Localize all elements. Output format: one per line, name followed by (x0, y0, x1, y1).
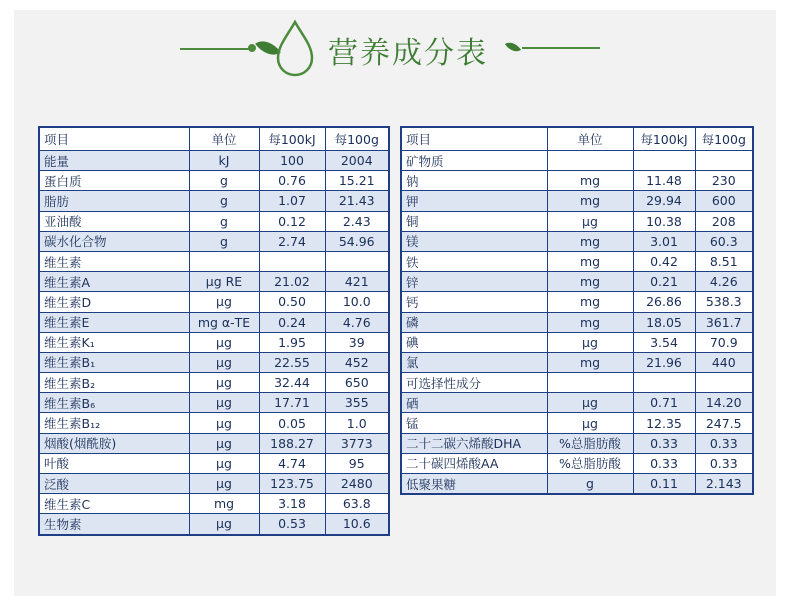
header-item: 项目 (401, 127, 547, 151)
table-header-row (39, 127, 389, 151)
cell-unit: μg (547, 211, 633, 231)
cell-per-g: 70.9 (695, 332, 753, 352)
cell-unit: mg (547, 231, 633, 251)
water-drop-icon (270, 18, 320, 78)
cell-per-g: 2480 (325, 474, 389, 494)
cell-per-g: 230 (695, 171, 753, 191)
cell-item: 可选择性成分 (401, 373, 547, 393)
table-row (401, 453, 753, 473)
title-divider-left (180, 48, 250, 50)
nutrition-table-right (400, 126, 754, 495)
cell-per-g: 2.143 (695, 474, 753, 495)
cell-item: 维生素D (39, 292, 189, 312)
cell-item: 生物素 (39, 514, 189, 535)
cell-unit: mg (547, 251, 633, 271)
cell-item: 碘 (401, 332, 547, 352)
table-row (401, 231, 753, 251)
cell-per-kj: 22.55 (259, 352, 325, 372)
cell-per-kj: 3.54 (633, 332, 695, 352)
table-row (401, 373, 753, 393)
cell-item: 钾 (401, 191, 547, 211)
cell-item: 镁 (401, 231, 547, 251)
table-row (39, 231, 389, 251)
cell-unit: μg (189, 453, 259, 473)
header-per-kj: 每100kJ (259, 127, 325, 151)
table-row (401, 474, 753, 495)
table-row (401, 352, 753, 372)
table-row (39, 433, 389, 453)
header-unit: 单位 (189, 127, 259, 151)
table-row (401, 191, 753, 211)
table-row (39, 292, 389, 312)
header-unit: 单位 (547, 127, 633, 151)
cell-item: 锰 (401, 413, 547, 433)
cell-item: 能量 (39, 151, 189, 171)
cell-per-kj: 0.50 (259, 292, 325, 312)
cell-item: 二十碳四烯酸AA (401, 453, 547, 473)
cell-unit: mg (547, 171, 633, 191)
cell-per-g: 4.76 (325, 312, 389, 332)
cell-unit: mg (547, 191, 633, 211)
cell-per-kj: 0.33 (633, 453, 695, 473)
table-row (39, 251, 389, 271)
cell-item: 碳水化合物 (39, 231, 189, 251)
table-row (39, 272, 389, 292)
cell-unit: g (189, 231, 259, 251)
cell-per-kj: 21.02 (259, 272, 325, 292)
cell-item: 铁 (401, 251, 547, 271)
cell-item: 维生素B₆ (39, 393, 189, 413)
cell-per-kj: 0.12 (259, 211, 325, 231)
table-row (401, 272, 753, 292)
cell-item: 硒 (401, 393, 547, 413)
cell-per-kj: 17.71 (259, 393, 325, 413)
cell-unit: μg RE (189, 272, 259, 292)
cell-per-kj: 0.42 (633, 251, 695, 271)
cell-per-kj: 0.05 (259, 413, 325, 433)
cell-item: 叶酸 (39, 453, 189, 473)
table-row (39, 474, 389, 494)
table-row (39, 171, 389, 191)
table-row (39, 312, 389, 332)
cell-per-g: 60.3 (695, 231, 753, 251)
cell-unit: g (189, 191, 259, 211)
cell-per-kj: 4.74 (259, 453, 325, 473)
cell-per-kj (259, 251, 325, 271)
cell-item: 钙 (401, 292, 547, 312)
cell-unit: μg (189, 332, 259, 352)
header-per-g: 每100g (695, 127, 753, 151)
table-row (401, 151, 753, 171)
header-item: 项目 (39, 127, 189, 151)
table-row (401, 393, 753, 413)
table-header-row (401, 127, 753, 151)
cell-per-g: 21.43 (325, 191, 389, 211)
cell-unit: kJ (189, 151, 259, 171)
table-row (39, 211, 389, 231)
header-per-g: 每100g (325, 127, 389, 151)
cell-per-g: 95 (325, 453, 389, 473)
cell-per-kj: 3.18 (259, 494, 325, 514)
cell-per-kj: 3.01 (633, 231, 695, 251)
cell-per-g (695, 151, 753, 171)
cell-unit: μg (547, 332, 633, 352)
table-row (39, 514, 389, 535)
cell-per-g: 2.43 (325, 211, 389, 231)
cell-per-kj: 0.24 (259, 312, 325, 332)
cell-per-g: 650 (325, 373, 389, 393)
cell-unit: mg (547, 292, 633, 312)
cell-per-g (325, 251, 389, 271)
cell-per-kj: 32.44 (259, 373, 325, 393)
table-row (39, 191, 389, 211)
table-row (401, 413, 753, 433)
cell-unit: %总脂肪酸 (547, 433, 633, 453)
table-row (39, 453, 389, 473)
cell-per-kj: 0.76 (259, 171, 325, 191)
leaf-icon-small (505, 38, 521, 55)
cell-per-g: 361.7 (695, 312, 753, 332)
cell-item: 维生素B₁ (39, 352, 189, 372)
cell-per-g (695, 373, 753, 393)
cell-unit: g (189, 171, 259, 191)
cell-per-g: 15.21 (325, 171, 389, 191)
cell-unit: μg (189, 413, 259, 433)
cell-per-g: 600 (695, 191, 753, 211)
cell-per-kj: 1.95 (259, 332, 325, 352)
cell-per-kj (633, 373, 695, 393)
cell-per-kj: 11.48 (633, 171, 695, 191)
cell-per-g: 355 (325, 393, 389, 413)
cell-unit: μg (189, 393, 259, 413)
cell-per-g: 421 (325, 272, 389, 292)
cell-per-kj: 1.07 (259, 191, 325, 211)
cell-per-g: 2004 (325, 151, 389, 171)
cell-item: 蛋白质 (39, 171, 189, 191)
cell-item: 维生素E (39, 312, 189, 332)
title-banner (180, 18, 610, 78)
cell-unit (547, 151, 633, 171)
cell-per-kj: 0.21 (633, 272, 695, 292)
cell-per-kj: 26.86 (633, 292, 695, 312)
title-dot-icon (248, 44, 256, 52)
cell-item: 维生素 (39, 251, 189, 271)
cell-item: 铜 (401, 211, 547, 231)
cell-item: 维生素K₁ (39, 332, 189, 352)
cell-per-g: 10.0 (325, 292, 389, 312)
cell-unit: g (189, 211, 259, 231)
header-per-kj: 每100kJ (633, 127, 695, 151)
cell-per-kj: 12.35 (633, 413, 695, 433)
cell-per-g: 1.0 (325, 413, 389, 433)
table-row (401, 171, 753, 191)
table-row (401, 251, 753, 271)
cell-per-kj (633, 151, 695, 171)
cell-per-g: 14.20 (695, 393, 753, 413)
cell-per-kj: 2.74 (259, 231, 325, 251)
table-row (401, 211, 753, 231)
cell-per-g: 54.96 (325, 231, 389, 251)
cell-per-g: 247.5 (695, 413, 753, 433)
table-row (401, 433, 753, 453)
cell-item: 矿物质 (401, 151, 547, 171)
cell-unit: mg (189, 494, 259, 514)
cell-item: 烟酸(烟酰胺) (39, 433, 189, 453)
cell-per-g: 3773 (325, 433, 389, 453)
cell-item: 维生素B₁₂ (39, 413, 189, 433)
cell-per-kj: 0.11 (633, 474, 695, 495)
cell-per-g: 4.26 (695, 272, 753, 292)
cell-per-kj: 188.27 (259, 433, 325, 453)
cell-unit (189, 251, 259, 271)
cell-unit: μg (189, 352, 259, 372)
table-row (39, 373, 389, 393)
table-row (39, 393, 389, 413)
nutrition-table-left (38, 126, 390, 536)
table-row (39, 332, 389, 352)
cell-item: 维生素B₂ (39, 373, 189, 393)
cell-per-g: 538.3 (695, 292, 753, 312)
cell-per-g: 208 (695, 211, 753, 231)
cell-unit: μg (547, 413, 633, 433)
cell-item: 氯 (401, 352, 547, 372)
cell-item: 钠 (401, 171, 547, 191)
cell-per-kj: 100 (259, 151, 325, 171)
cell-per-g: 440 (695, 352, 753, 372)
cell-per-kj: 18.05 (633, 312, 695, 332)
table-row (39, 494, 389, 514)
cell-item: 维生素A (39, 272, 189, 292)
cell-per-g: 63.8 (325, 494, 389, 514)
cell-per-g: 0.33 (695, 453, 753, 473)
cell-item: 二十二碳六烯酸DHA (401, 433, 547, 453)
page-title: 营养成分表 (328, 36, 488, 71)
table-row (401, 332, 753, 352)
cell-item: 脂肪 (39, 191, 189, 211)
cell-per-kj: 10.38 (633, 211, 695, 231)
cell-per-g: 39 (325, 332, 389, 352)
cell-per-g: 10.6 (325, 514, 389, 535)
table-row (39, 151, 389, 171)
cell-item: 磷 (401, 312, 547, 332)
table-row (39, 413, 389, 433)
table-row (401, 312, 753, 332)
cell-per-g: 452 (325, 352, 389, 372)
cell-per-kj: 29.94 (633, 191, 695, 211)
cell-unit: μg (189, 514, 259, 535)
cell-item: 泛酸 (39, 474, 189, 494)
cell-per-g: 8.51 (695, 251, 753, 271)
cell-unit: μg (189, 433, 259, 453)
cell-item: 锌 (401, 272, 547, 292)
cell-per-kj: 123.75 (259, 474, 325, 494)
cell-item: 维生素C (39, 494, 189, 514)
cell-per-g: 0.33 (695, 433, 753, 453)
cell-unit: mg (547, 272, 633, 292)
cell-unit: μg (189, 474, 259, 494)
table-row (401, 292, 753, 312)
cell-unit: mg (547, 352, 633, 372)
cell-per-kj: 0.53 (259, 514, 325, 535)
cell-unit: %总脂肪酸 (547, 453, 633, 473)
cell-unit: μg (189, 373, 259, 393)
cell-item: 低聚果糖 (401, 474, 547, 495)
cell-unit: mg α-TE (189, 312, 259, 332)
table-row (39, 352, 389, 372)
cell-unit: μg (189, 292, 259, 312)
cell-unit: g (547, 474, 633, 495)
cell-item: 亚油酸 (39, 211, 189, 231)
title-divider-right (522, 47, 600, 49)
cell-per-kj: 0.33 (633, 433, 695, 453)
cell-unit: mg (547, 312, 633, 332)
cell-unit (547, 373, 633, 393)
cell-per-kj: 0.71 (633, 393, 695, 413)
cell-per-kj: 21.96 (633, 352, 695, 372)
cell-unit: μg (547, 393, 633, 413)
